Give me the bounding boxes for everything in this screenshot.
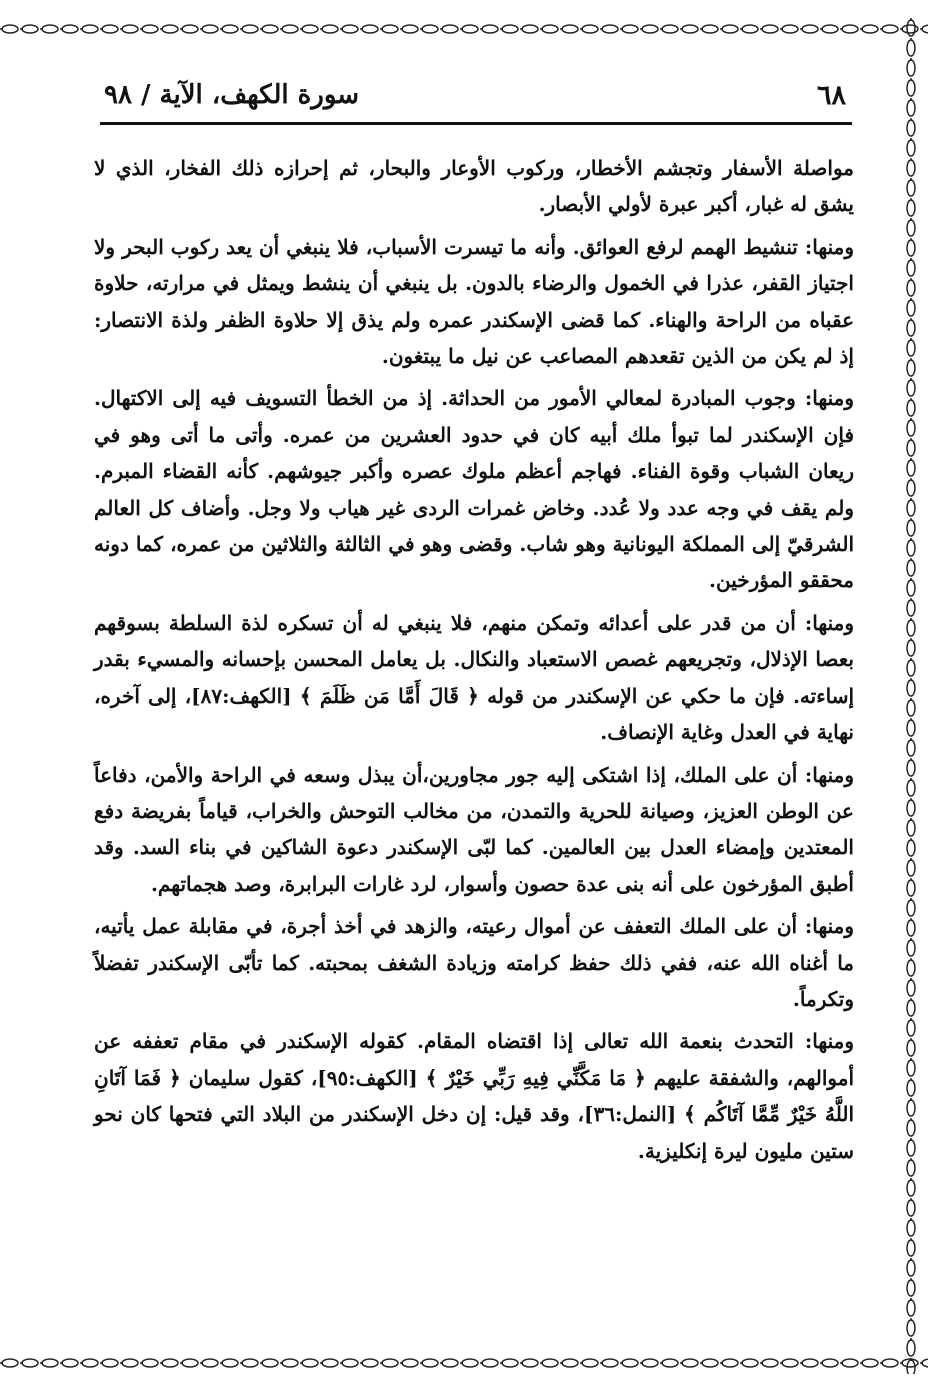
paragraph-6 (94, 908, 854, 1017)
paragraph-text: أن على الملك، إذا اشتكى إليه جور مجاورين،أن يبذل وسعه في الراحة والأمن، دفاعاً عن الوطن العزيز، وصيانة للحرية والتمدن، من مخالب التوحش والخراب، قياماً بفريضة دفع المعتدين وإمضاء العدل بين العالمين. كما لبّى الإسكندر دعوة الشاكين في بناء السد. وقد أطبق المؤرخون على أنه بنى عدة حصون وأسوار، لرد غارات البرابرة، وصد هجماتهم. (94, 762, 854, 896)
paragraph-7 (94, 1023, 854, 1169)
running-title: سورة الكهف، الآية / ٩٨ (104, 80, 360, 110)
paragraph-text: [النمل:٣٦]، وقد قيل: إن دخل الإسكندر من البلاد التي فتحها كان نحو ستين مليون ليرة إنكليزية. (94, 1102, 854, 1163)
paragraph-text: وجوب المبادرة لمعالي الأمور من الحداثة. إذ من الخطأ التسويف فيه إلى الاكتهال. فإن الإسكندر لما تبوأ ملك أبيه كان في حدود العشرين من عمره. وأتى ما أتى وهو في ريعان الشباب وقوة الفناء. فهاجم أعظم ملوك عصره وأكبر جيوشهم. كأنه القضاء المبرم. ولم يقف في وجه عدد ولا عُدد. وخاض غمرات الردى غير هياب ولا وجل. وأضاف كل العالم الشرقيّ إلى المملكة اليونانية وهو شاب. وقضى وهو في الثالثة والثلاثين من عمره، كما دونه محققو المؤرخين. (94, 386, 854, 593)
paragraph-lead: ومنها: (804, 762, 855, 787)
paragraph-lead: ومنها: (804, 234, 855, 259)
page-header (100, 74, 852, 120)
paragraph-1 (94, 150, 854, 223)
quran-verse: ﴿ مَا مَكَّنِّي فِيهِ رَبِّي خَيْرٌ ﴾ (425, 1065, 646, 1090)
chain-border-top (0, 18, 928, 40)
chain-border-right (900, 18, 922, 1374)
paragraph-lead: ومنها: (804, 1029, 855, 1054)
paragraph-5 (94, 757, 854, 903)
paragraph-4 (94, 605, 854, 751)
paragraph-text: التحدث بنعمة الله تعالى إذا اقتضاه المقام. كقوله الإسكندر في مقام تعففه عن أموالهم، والشفقة عليهم (94, 1029, 855, 1090)
chain-border-bottom (0, 1352, 928, 1374)
quran-verse: ﴿ قَالَ أَمَّا مَن ظَلَمَ ﴾ (299, 683, 479, 708)
paragraph-text: مواصلة الأسفار وتجشم الأخطار، وركوب الأوعار والبحار، ثم إحرازه ذلك الفخار، الذي لا يشق له غبار، أكبر عبرة لأولي الأبصار. (94, 156, 854, 217)
quran-verse: ﴿ فَمَا آتَانِ اللَّهُ خَيْرٌ مِّمَّا آتَاكُم ﴾ (94, 1065, 855, 1127)
paragraph-lead: ومنها: (804, 914, 854, 939)
paragraph-lead: ومنها: (804, 610, 854, 635)
paragraph-text: [الكهف:٨٧]، إلى آخره، نهاية في العدل وغاية الإنصاف. (94, 683, 854, 745)
paragraph-2 (94, 229, 854, 375)
paragraph-text: أن من قدر على أعدائه وتمكن منهم، فلا ينبغي له أن تسكره لذة السلطة بسوقهم بعصا الإذلال، وتجريعهم غصص الاستعباد والنكال. بل يعامل المحسن بإحسانه والمسيء بقدر إساءته. فإن ما حكي عن الإسكندر من قوله (94, 610, 855, 708)
paragraph-text: تنشيط الهمم لرفع العوائق. وأنه ما تيسرت الأسباب، فلا ينبغي أن يعد ركوب البحر ولا اجتياز القفر، عذرا في الخمول والرضاء بالدون. بل ينبغي أن ينشط ويمثل في مرارته، حلاوة عقباه من الراحة والهناء. كما قضى الإسكندر عمره ولم يذق إلا حلاوة الظفر ولذة الانتصار: إذ لم يكن من الذين تقعدهم المصاعب عن نيل ما يبتغون. (94, 234, 854, 369)
page-body (94, 150, 854, 1175)
paragraph-text: أن على الملك التعفف عن أموال رعيته، والزهد في أخذ أجرة، في مقابلة عمل يأتيه، ما أغناه الله عنه، ففي ذلك حفظ كرامته وزيادة الشغف بمحبته. كما تأبّى الإسكندر تفضلاً وتكرماً. (94, 914, 854, 1011)
page-number: ٦٨ (816, 80, 846, 111)
paragraph-lead: ومنها: (804, 386, 854, 411)
paragraph-3 (94, 380, 854, 598)
header-rule (100, 122, 852, 125)
paragraph-text: [الكهف:٩٥]، كقول سليمان (188, 1065, 418, 1090)
